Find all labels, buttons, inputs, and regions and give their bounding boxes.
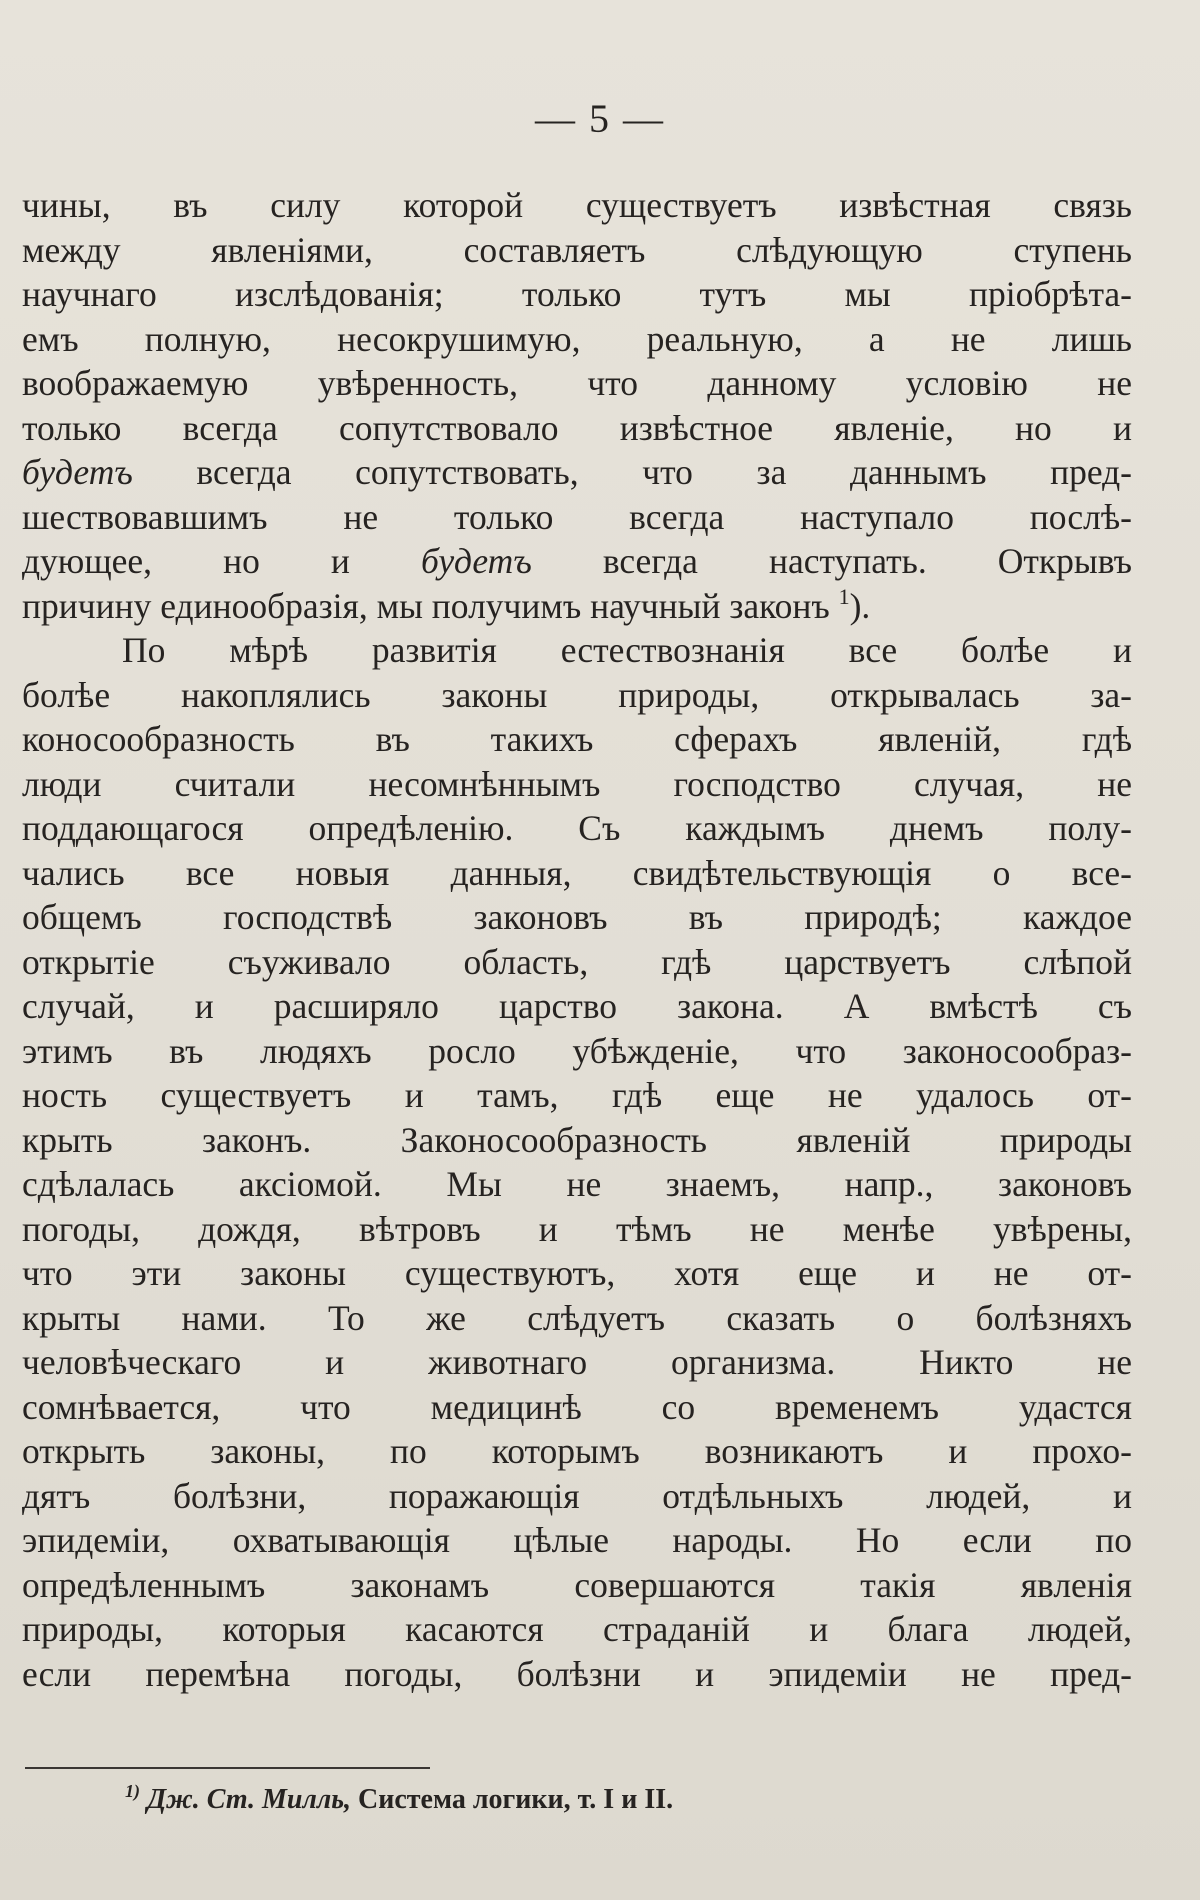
text-line: чались все новыя данныя, свидѣтельствующія о все- bbox=[22, 852, 1132, 893]
text-line: дующее, но и будетъ всегда наступать. Открывъ bbox=[22, 541, 1132, 581]
text-line: сдѣлалась аксіомой. Мы не знаемъ, напр., законовъ bbox=[22, 1164, 1132, 1204]
text-line: только всегда сопутствовало извѣстное явленіе, но и bbox=[22, 407, 1132, 448]
text-line: болѣе накоплялись законы природы, открывалась за- bbox=[22, 674, 1132, 715]
footnote-author: Дж. Ст. Милль, bbox=[147, 1784, 351, 1815]
text-line: природы, которыя касаются страданій и блага людей, bbox=[22, 1609, 1132, 1649]
footnote bbox=[125, 1781, 674, 1816]
text-line: ность существуетъ и тамъ, гдѣ еще не удалось от- bbox=[22, 1075, 1132, 1115]
text-line: погоды, дождя, вѣтровъ и тѣмъ не менѣе увѣрены, bbox=[22, 1208, 1132, 1249]
text-line: чины, въ силу которой существуетъ извѣстная связь bbox=[22, 185, 1132, 225]
page-number: — 5 — bbox=[535, 96, 665, 141]
text-line: этимъ въ людяхъ росло убѣжденіе, что законосообраз- bbox=[22, 1030, 1132, 1071]
text-line: между явленіями, составляетъ слѣдующую ступень bbox=[22, 229, 1132, 270]
text-line: причину единообразія, мы получимъ научный законъ $^1$). bbox=[22, 583, 871, 626]
text-line: будетъ всегда сопутствовать, что за даннымъ пред- bbox=[22, 452, 1132, 492]
text-line: что эти законы существуютъ, хотя еще и не от- bbox=[22, 1253, 1132, 1293]
text-line: коносообразность въ такихъ сферахъ явленій, гдѣ bbox=[22, 719, 1132, 759]
text-line: крыты нами. То же слѣдуетъ сказать о болѣзняхъ bbox=[22, 1297, 1132, 1338]
footnote-mark: 1) bbox=[125, 1781, 140, 1801]
text-line: люди считали несомнѣннымъ господство случая, не bbox=[22, 763, 1132, 804]
footnote-ref: 1 bbox=[838, 583, 850, 609]
text-line: крыть законъ. Законосообразность явленій природы bbox=[22, 1119, 1132, 1160]
text-line: сомнѣвается, что медицинѣ со временемъ удастся bbox=[22, 1386, 1132, 1427]
paragraph-start: По мѣрѣ развитія естествознанія все болѣе и bbox=[122, 630, 1132, 670]
text-line: человѣческаго и животнаго организма. Никто не bbox=[22, 1342, 1132, 1382]
footnote-divider bbox=[25, 1767, 430, 1769]
text-line: если перемѣна погоды, болѣзни и эпидеміи не пред- bbox=[22, 1653, 1132, 1694]
text-line: открыть законы, по которымъ возникаютъ и прохо- bbox=[22, 1431, 1132, 1471]
text-line: эпидеміи, охватывающія цѣлые народы. Но если по bbox=[22, 1520, 1132, 1560]
text-line: дятъ болѣзни, поражающія отдѣльныхъ людей, и bbox=[22, 1475, 1132, 1516]
text-line: открытіе съуживало область, гдѣ царствуетъ слѣпой bbox=[22, 941, 1132, 982]
text-line: поддающагося опредѣленію. Съ каждымъ днемъ полу- bbox=[22, 808, 1132, 848]
text-line: общемъ господствѣ законовъ въ природѣ; каждое bbox=[22, 897, 1132, 937]
text-line: воображаемую увѣренность, что данному условію не bbox=[22, 363, 1132, 403]
body-text bbox=[22, 183, 1132, 1696]
emphasis-text: будетъ bbox=[22, 452, 133, 492]
emphasis-text: будетъ bbox=[420, 541, 532, 581]
text-line: емъ полную, несокрушимую, реальную, а не лишь bbox=[22, 318, 1132, 359]
text-line: опредѣленнымъ законамъ совершаются такія явленія bbox=[22, 1564, 1132, 1605]
footnote-text: Система логики, т. I и II. bbox=[357, 1784, 674, 1815]
text-line: научнаго изслѣдованія; только тутъ мы пріобрѣта- bbox=[22, 274, 1132, 314]
text-line: шествовавшимъ не только всегда наступало послѣ- bbox=[22, 496, 1132, 537]
text-line: случай, и расширяло царство закона. А вмѣстѣ съ bbox=[22, 986, 1132, 1026]
